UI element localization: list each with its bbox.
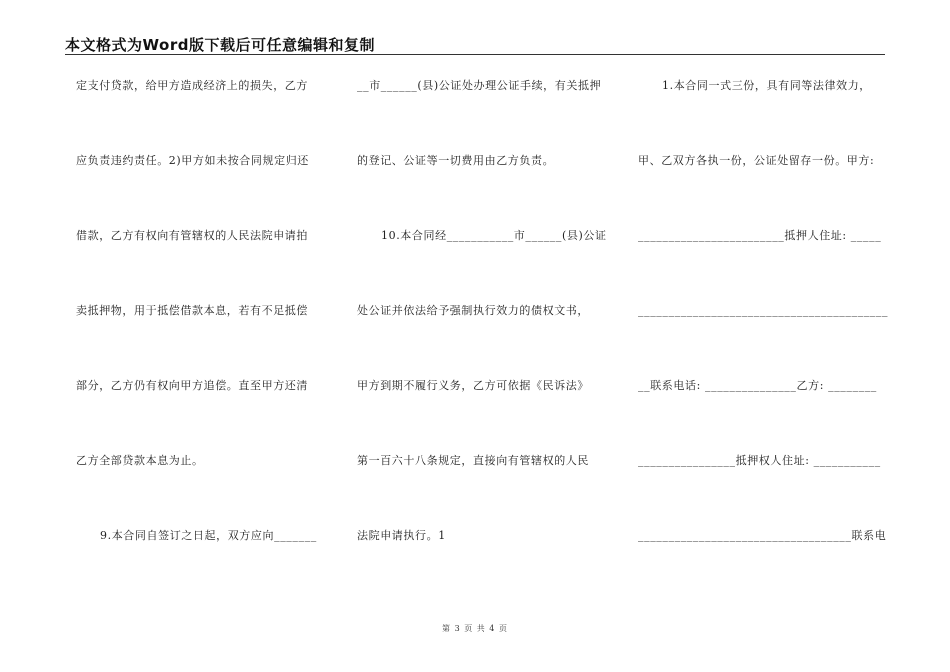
- signature-line-phone-party-b: __联系电话: _______________乙方: ________: [638, 379, 877, 392]
- header-divider: [65, 54, 885, 55]
- text-line: __市______(县)公证处办理公证手续，有关抵押: [357, 79, 602, 92]
- text-column-3: [638, 78, 889, 603]
- signature-line-mortgagee-address: ________________抵押权人住址: ___________: [638, 454, 881, 467]
- text-column-2: [357, 78, 605, 603]
- text-line: 法院申请执行。1: [357, 529, 446, 542]
- text-line: 借款，乙方有权向有管辖权的人民法院申请拍: [76, 229, 308, 242]
- text-line: 乙方全部贷款本息为止。: [76, 454, 204, 467]
- clause-1-line: 1.本合同一式三份，具有同等法律效力，: [662, 79, 871, 92]
- text-column-1: [76, 78, 324, 603]
- text-line: 的登记、公证等一切费用由乙方负责。: [357, 154, 555, 167]
- text-line: 处公证并依法给予强制执行效力的债权文书，: [357, 304, 589, 317]
- clause-9-line: 9.本合同自签订之日起，双方应向_______: [100, 529, 317, 542]
- text-line: 定支付贷款，给甲方造成经济上的损失，乙方: [76, 79, 308, 92]
- page-number-footer: 第 3 页 共 4 页: [442, 624, 508, 633]
- signature-line-mortgagor-address: ________________________抵押人住址: _____: [638, 229, 882, 242]
- clause-10-line: 10.本合同经___________市______(县)公证: [381, 229, 607, 242]
- signature-blank-line: _________________________________________: [638, 304, 889, 317]
- text-line: 应负责违约责任。2)甲方如未按合同规定归还: [76, 154, 309, 167]
- text-line: 卖抵押物，用于抵偿借款本息，若有不足抵偿: [76, 304, 308, 317]
- document-header-title: 本文格式为Word版下载后可任意编辑和复制: [65, 36, 375, 54]
- text-line: 第一百六十八条规定，直接向有管辖权的人民: [357, 454, 589, 467]
- text-line: 甲、乙双方各执一份，公证处留存一份。甲方:: [638, 154, 875, 167]
- text-line: 部分，乙方仍有权向甲方追偿。直至甲方还清: [76, 379, 308, 392]
- text-line: 甲方到期不履行义务，乙方可依据《民诉法》: [357, 379, 589, 392]
- signature-line-contact: ___________________________________联系电: [638, 529, 887, 542]
